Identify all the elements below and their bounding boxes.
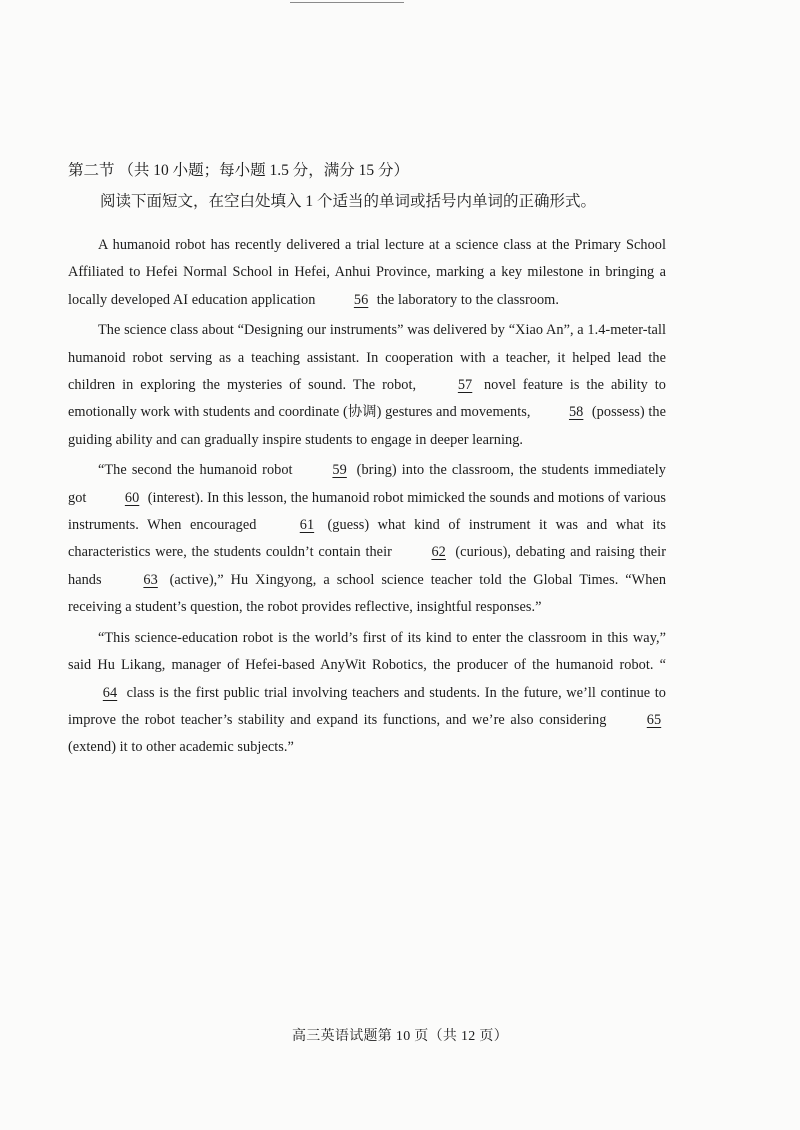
p3-text-4: (guess) what kind of instrument it was and what its characteristics were, the students couldn’t contain their bbox=[68, 517, 667, 561]
p4-text-1: “This science-education robot is the world’s first of its kind to enter the classroom in this way,” said Hu Likang, manager of Hefei-based AnyWit Robotics, the producer of the humanoid robot. “ bbox=[68, 629, 666, 674]
top-rule bbox=[290, 2, 404, 3]
p1-text-1: A humanoid robot has recently delivered a trial lecture at a science class at the Primary School Affiliated to Hefei Normal School in Hefei, Anhui Province, marking a key milestone in bringing a locally developed AI education application bbox=[68, 237, 666, 308]
p3-text-1: “The second the humanoid robot bbox=[98, 462, 293, 479]
p2-text-3: (possess) the guiding ability and can gradually inspire students to engage in deeper learning. bbox=[68, 404, 667, 448]
blank-64: 64 bbox=[102, 684, 118, 701]
p3-text-3: (interest). In this lesson, the humanoid robot mimicked the sounds and motions of various instruments. When encouraged bbox=[68, 489, 667, 534]
p3-text-6: (active),” Hu Xingyong, a school science teacher told the Global Times. “When receiving a student’s question, the robot provides reflective, insightful responses.” bbox=[68, 571, 667, 616]
section-instruction: 阅读下面短文，在空白处填入 1 个适当的单词或括号内单词的正确形式。 bbox=[100, 193, 597, 210]
blank-63: 63 bbox=[143, 571, 158, 588]
blank-62: 62 bbox=[431, 544, 446, 561]
paragraph-2 bbox=[68, 317, 666, 454]
cloze-passage bbox=[68, 232, 666, 765]
blank-56: 56 bbox=[353, 291, 369, 308]
p2-text-1: The science class about “Designing our instruments” was delivered by “Xiao An”, a 1.4-meter-tall humanoid robot serving as a teaching assistant. In cooperation with a teacher, it helped lead the children in exploring the mysteries of sound. The robot, bbox=[68, 322, 666, 394]
paragraph-1 bbox=[68, 232, 666, 314]
p2-text-2: novel feature is the ability to emotionally work with students and coordinate (协调) gestures and movements, bbox=[68, 377, 666, 421]
p4-text-2: class is the first public trial involving teachers and students. In the future, we’ll continue to improve the robot teacher’s stability and expand its functions, and we’re also considering bbox=[68, 684, 667, 728]
blank-60: 60 bbox=[124, 489, 140, 506]
section-heading: 第二节 （共 10 小题；每小题 1.5 分，满分 15 分） bbox=[68, 162, 410, 179]
blank-57: 57 bbox=[457, 377, 473, 394]
blank-61: 61 bbox=[299, 517, 315, 534]
blank-58: 58 bbox=[568, 404, 584, 421]
page-footer: 高三英语试题第 10 页（共 12 页） bbox=[292, 1029, 508, 1044]
p3-text-5: (curious), debating and raising their hands bbox=[68, 544, 667, 588]
blank-59: 59 bbox=[332, 462, 347, 479]
paragraph-3 bbox=[68, 457, 666, 621]
p4-text-3: (extend) it to other academic subjects.” bbox=[68, 739, 294, 756]
p1-text-2: the laboratory to the classroom. bbox=[376, 291, 559, 308]
paragraph-4 bbox=[68, 625, 666, 762]
blank-65: 65 bbox=[646, 711, 662, 728]
p3-text-2: (bring) into the classroom, the students immediately got bbox=[68, 462, 666, 506]
